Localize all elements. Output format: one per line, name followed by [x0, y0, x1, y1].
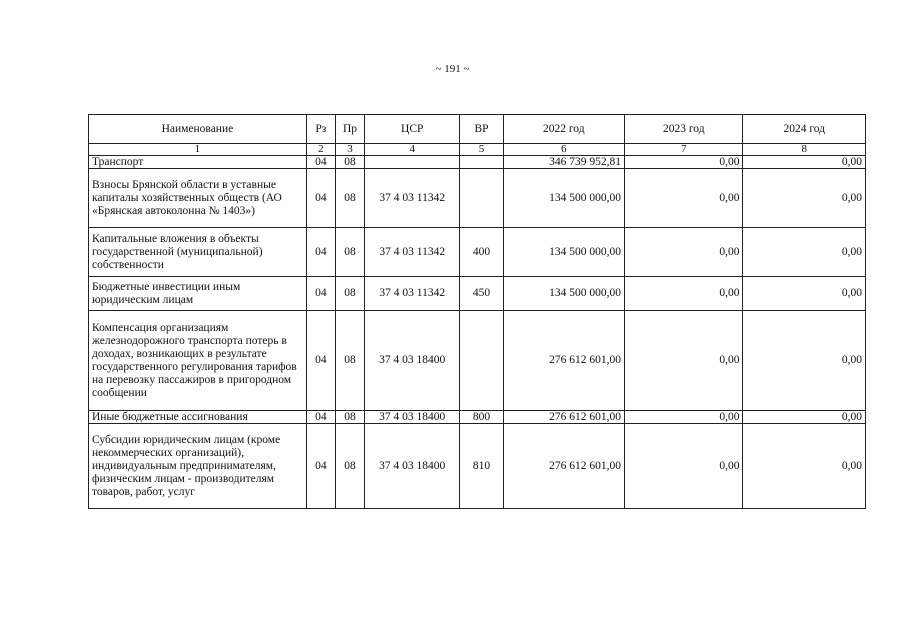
row-2022: 276 612 601,00: [503, 411, 624, 424]
header-row: [89, 115, 866, 144]
row-csr: 37 4 03 11342: [365, 228, 460, 277]
page-number: ~ 191 ~: [435, 63, 470, 75]
column-number-row: [89, 144, 866, 156]
row-pr: 08: [335, 411, 364, 424]
column-number: 1: [89, 144, 307, 156]
table-row: [89, 277, 866, 311]
row-2024: 0,00: [743, 311, 866, 411]
header-rz: Рз: [306, 115, 335, 144]
table-row: [89, 424, 866, 509]
row-2023: 0,00: [625, 228, 743, 277]
row-2024: 0,00: [743, 228, 866, 277]
header-2023: 2023 год: [625, 115, 743, 144]
row-2022: 134 500 000,00: [503, 228, 624, 277]
row-name: Иные бюджетные ассигнования: [89, 411, 307, 424]
header-name: Наименование: [89, 115, 307, 144]
row-2024: 0,00: [743, 156, 866, 169]
row-2022: 134 500 000,00: [503, 169, 624, 228]
row-name: Транспорт: [89, 156, 307, 169]
row-pr: 08: [335, 228, 364, 277]
row-rz: 04: [306, 228, 335, 277]
row-rz: 04: [306, 424, 335, 509]
row-csr: 37 4 03 11342: [365, 169, 460, 228]
row-2023: 0,00: [625, 169, 743, 228]
row-2024: 0,00: [743, 424, 866, 509]
row-pr: 08: [335, 169, 364, 228]
row-rz: 04: [306, 156, 335, 169]
table-row: [89, 169, 866, 228]
row-name: Субсидии юридическим лицам (кроме некоммерческих организаций), индивидуальным предпринимателям, физическим лицам - производителям товаров, работ, услуг: [89, 424, 307, 509]
column-number: 5: [460, 144, 503, 156]
row-2023: 0,00: [625, 411, 743, 424]
column-number: 3: [335, 144, 364, 156]
row-vr: 450: [460, 277, 503, 311]
header-pr: Пр: [335, 115, 364, 144]
table-row: [89, 411, 866, 424]
row-csr: 37 4 03 18400: [365, 411, 460, 424]
row-name: Капитальные вложения в объекты государственной (муниципальной) собственности: [89, 228, 307, 277]
row-rz: 04: [306, 411, 335, 424]
column-number: 4: [365, 144, 460, 156]
row-2024: 0,00: [743, 169, 866, 228]
row-vr: [460, 156, 503, 169]
table-row: [89, 311, 866, 411]
table-row: [89, 228, 866, 277]
row-2024: 0,00: [743, 411, 866, 424]
row-pr: 08: [335, 277, 364, 311]
row-2023: 0,00: [625, 277, 743, 311]
row-2022: 346 739 952,81: [503, 156, 624, 169]
row-2022: 276 612 601,00: [503, 424, 624, 509]
row-2024: 0,00: [743, 277, 866, 311]
column-number: 7: [625, 144, 743, 156]
row-2022: 134 500 000,00: [503, 277, 624, 311]
row-pr: 08: [335, 424, 364, 509]
row-name: Взносы Брянской области в уставные капиталы хозяйственных обществ (АО «Брянская автоколонна № 1403»): [89, 169, 307, 228]
row-rz: 04: [306, 277, 335, 311]
table-row: [89, 156, 866, 169]
row-vr: 800: [460, 411, 503, 424]
row-csr: [365, 156, 460, 169]
row-vr: [460, 169, 503, 228]
row-2023: 0,00: [625, 424, 743, 509]
row-rz: 04: [306, 169, 335, 228]
row-csr: 37 4 03 11342: [365, 277, 460, 311]
header-vr: ВР: [460, 115, 503, 144]
row-csr: 37 4 03 18400: [365, 424, 460, 509]
row-name: Компенсация организациям железнодорожного транспорта потерь в доходах, возникающих в результате государственного регулирования тарифов на перевозку пассажиров в пригородном сообщении: [89, 311, 307, 411]
row-rz: 04: [306, 311, 335, 411]
budget-table: [88, 114, 866, 509]
header-2024: 2024 год: [743, 115, 866, 144]
header-2022: 2022 год: [503, 115, 624, 144]
row-2023: 0,00: [625, 311, 743, 411]
row-csr: 37 4 03 18400: [365, 311, 460, 411]
column-number: 6: [503, 144, 624, 156]
row-pr: 08: [335, 311, 364, 411]
row-pr: 08: [335, 156, 364, 169]
row-name: Бюджетные инвестиции иным юридическим лицам: [89, 277, 307, 311]
row-vr: 400: [460, 228, 503, 277]
column-number: 2: [306, 144, 335, 156]
row-vr: [460, 311, 503, 411]
row-vr: 810: [460, 424, 503, 509]
column-number: 8: [743, 144, 866, 156]
row-2023: 0,00: [625, 156, 743, 169]
row-2022: 276 612 601,00: [503, 311, 624, 411]
header-csr: ЦСР: [365, 115, 460, 144]
